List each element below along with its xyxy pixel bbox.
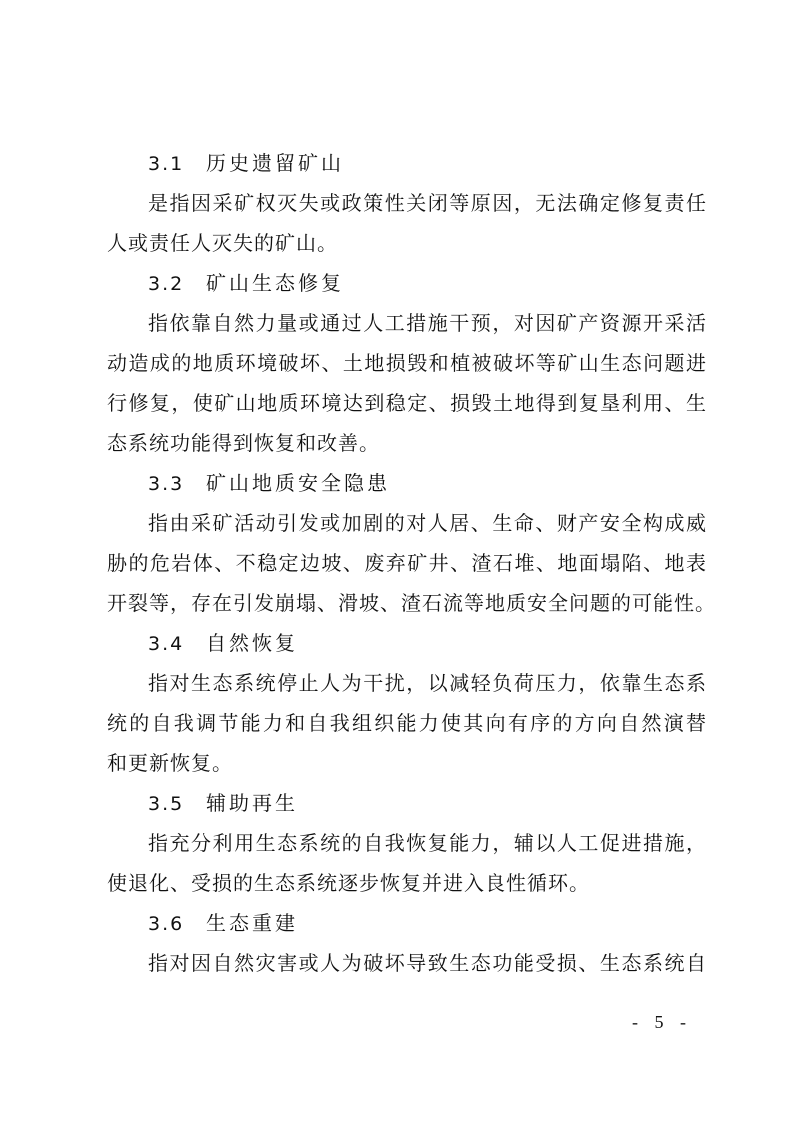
page-number: - 5 - (632, 1012, 692, 1032)
section-title: 生态重建 (206, 911, 298, 935)
paragraph-line: 行修复，使矿山地质环境达到稳定、损毁土地得到复垦利用、生 (107, 391, 707, 415)
section-number: 3.2 (148, 273, 185, 295)
section-heading (107, 783, 707, 823)
paragraph-line: 指由采矿活动引发或加剧的对人居、生命、财产安全构成威 (148, 511, 707, 535)
section-heading (107, 463, 707, 503)
paragraph-line: 动造成的地质环境破坏、土地损毁和植被破坏等矿山生态问题进 (107, 351, 707, 375)
section-title: 矿山生态修复 (206, 271, 344, 295)
section-number: 3.4 (148, 633, 185, 655)
section-title: 辅助再生 (206, 791, 298, 815)
paragraph-line: 和更新恢复。 (107, 751, 233, 775)
paragraph-line: 态系统功能得到恢复和改善。 (107, 431, 380, 455)
section-heading (107, 263, 707, 303)
section-number: 3.3 (148, 473, 185, 495)
paragraph-line: 指对生态系统停止人为干扰，以减轻负荷压力，依靠生态系 (148, 671, 707, 695)
section-heading (107, 903, 707, 943)
section-number: 3.1 (148, 153, 185, 175)
paragraph-line: 胁的危岩体、不稳定边坡、废弃矿井、渣石堆、地面塌陷、地表 (107, 551, 707, 575)
paragraph-line: 使退化、受损的生态系统逐步恢复并进入良性循环。 (107, 871, 590, 895)
section-number: 3.5 (148, 793, 185, 815)
section-number: 3.6 (148, 913, 185, 935)
document-body (107, 143, 716, 983)
section-title: 矿山地质安全隐患 (206, 471, 390, 495)
paragraph-line: 开裂等，存在引发崩塌、滑坡、渣石流等地质安全问题的可能性。 (107, 591, 716, 615)
paragraph-line: 指依靠自然力量或通过人工措施干预，对因矿产资源开采活 (148, 311, 707, 335)
section-heading (107, 623, 707, 663)
paragraph-line: 指对因自然灾害或人为破坏导致生态功能受损、生态系统自 (148, 951, 707, 975)
paragraph-line: 是指因采矿权灭失或政策性关闭等原因，无法确定修复责任 (148, 191, 707, 215)
section-heading (107, 143, 707, 183)
paragraph-line: 统的自我调节能力和自我组织能力使其向有序的方向自然演替 (107, 711, 707, 735)
section-title: 自然恢复 (206, 631, 298, 655)
paragraph-line: 人或责任人灭失的矿山。 (107, 231, 338, 255)
paragraph-line: 指充分利用生态系统的自我恢复能力，辅以人工促进措施， (148, 831, 707, 855)
section-title: 历史遗留矿山 (206, 151, 344, 175)
